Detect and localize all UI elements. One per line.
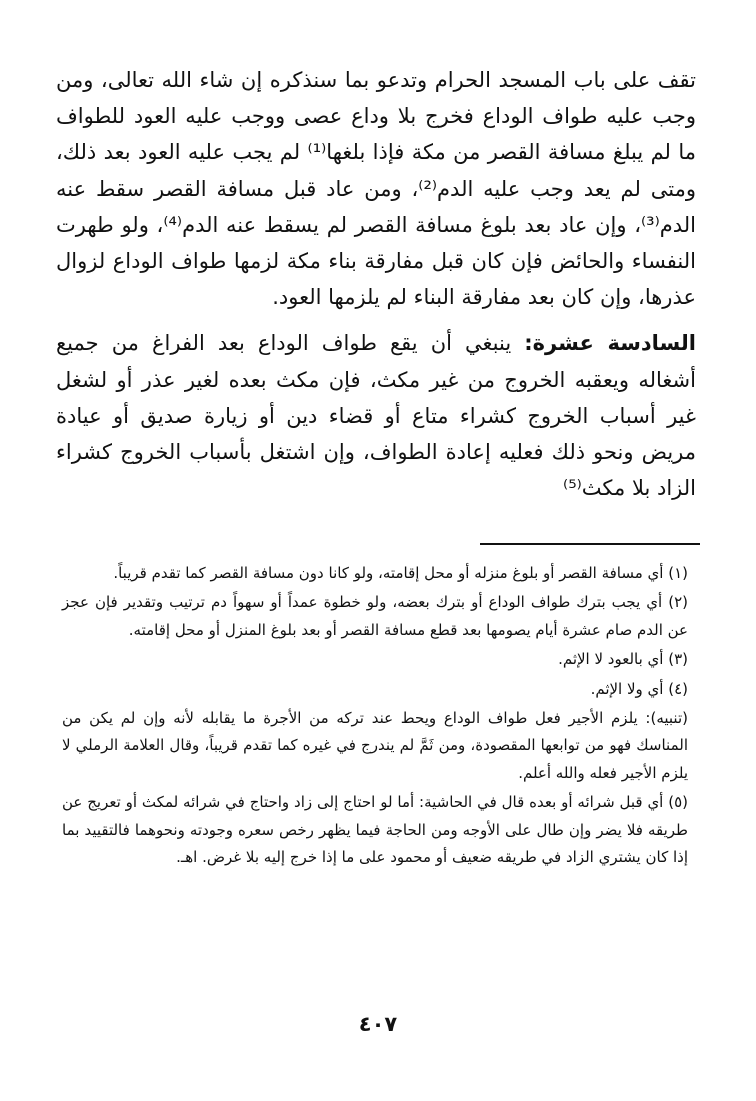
footnote-4: (٤) أي ولا الإثم. — [590, 679, 688, 698]
footnote-3: (٣) أي بالعود لا الإثم. — [558, 650, 688, 669]
main-paragraph-2-body: ينبغي أن يقع طواف الوداع بعد الفراغ من جميع أشغاله ويعقبه الخروج من غير مكث، فإن مكث بعده لغير عذر أو لشغل غير أسباب الخروج كشراء متاع أو قضاء دين أو زيارة صديق أو عيادة مريض ونحو ذلك فعليه إعادة الطواف، وإن اشتغل بأسباب الخروج كشراء الزاد بلا مكث⁽⁵⁾ — [56, 331, 696, 501]
footnote-tanbih: (تنبيه): يلزم الأجير فعل طواف الوداع ويحط عند تركه من الأجرة ما يقابله لأنه وإن لم يكن من المناسك فهو من توابعها المقصودة، ومن ثَمَّ لم يندرج في غيره كما تقدم قريباً، وقال العلامة الرملي لا يلزم الأجير فعله والله أعلم. — [62, 709, 688, 782]
section-heading: السادسة عشرة: — [524, 331, 696, 356]
main-text — [56, 62, 696, 514]
page-number: ٤٠٧ — [358, 1012, 398, 1036]
footnotes — [62, 560, 688, 873]
footnote-separator — [480, 543, 700, 545]
main-paragraph-1: تقف على باب المسجد الحرام وتدعو بما سنذكره إن شاء الله تعالى، ومن وجب عليه طواف الوداع فخرج بلا وداع عصى ووجب عليه العود للطواف ما لم يبلغ مسافة القصر من مكة فإذا بلغها⁽¹⁾ لم يجب عليه العود بعد ذلك، ومتى لم يعد وجب عليه الدم⁽²⁾، ومن عاد قبل مسافة القصر سقط عنه الدم⁽³⁾، وإن عاد بعد بلوغ مسافة القصر لم يسقط عنه الدم⁽⁴⁾، ولو طهرت النفساء والحائض فإن كان قبل مفارقة بناء مكة لزمها طواف الوداع لزوال عذرها، وإن كان بعد مفارقة البناء لم يلزمها العود. — [56, 68, 696, 310]
footnote-5: (٥) أي قبل شرائه أو بعده قال في الحاشية: أما لو احتاج إلى زاد واحتاج في شرائه لمكث أو تعريج عن طريقه فلا يضر وإن طال على الأوجه ومن الحاجة فيما يظهر رخص سعره وجودته ونحوهما فالتقييد بما إذا كان يشتري الزاد في طريقه ضعيف أو محمود على ما إذا خرج إليه بلا غرض. اهـ. — [62, 793, 688, 867]
footnote-1: (١) أي مسافة القصر أو بلوغ منزله أو محل إقامته، ولو كانا دون مسافة القصر كما تقدم قريباً. — [113, 564, 688, 582]
main-paragraph-2 — [56, 325, 696, 506]
footnote-2: (٢) أي يجب بترك طواف الوداع أو بترك بعضه، ولو خطوة عمداً أو سهواً دم ترتيب وتقدير فإن عجز عن الدم صام عشرة أيام يصومها بعد قطع مسافة القصر أو بعد بلوغ المنزل أو محل إقامته. — [62, 593, 688, 639]
